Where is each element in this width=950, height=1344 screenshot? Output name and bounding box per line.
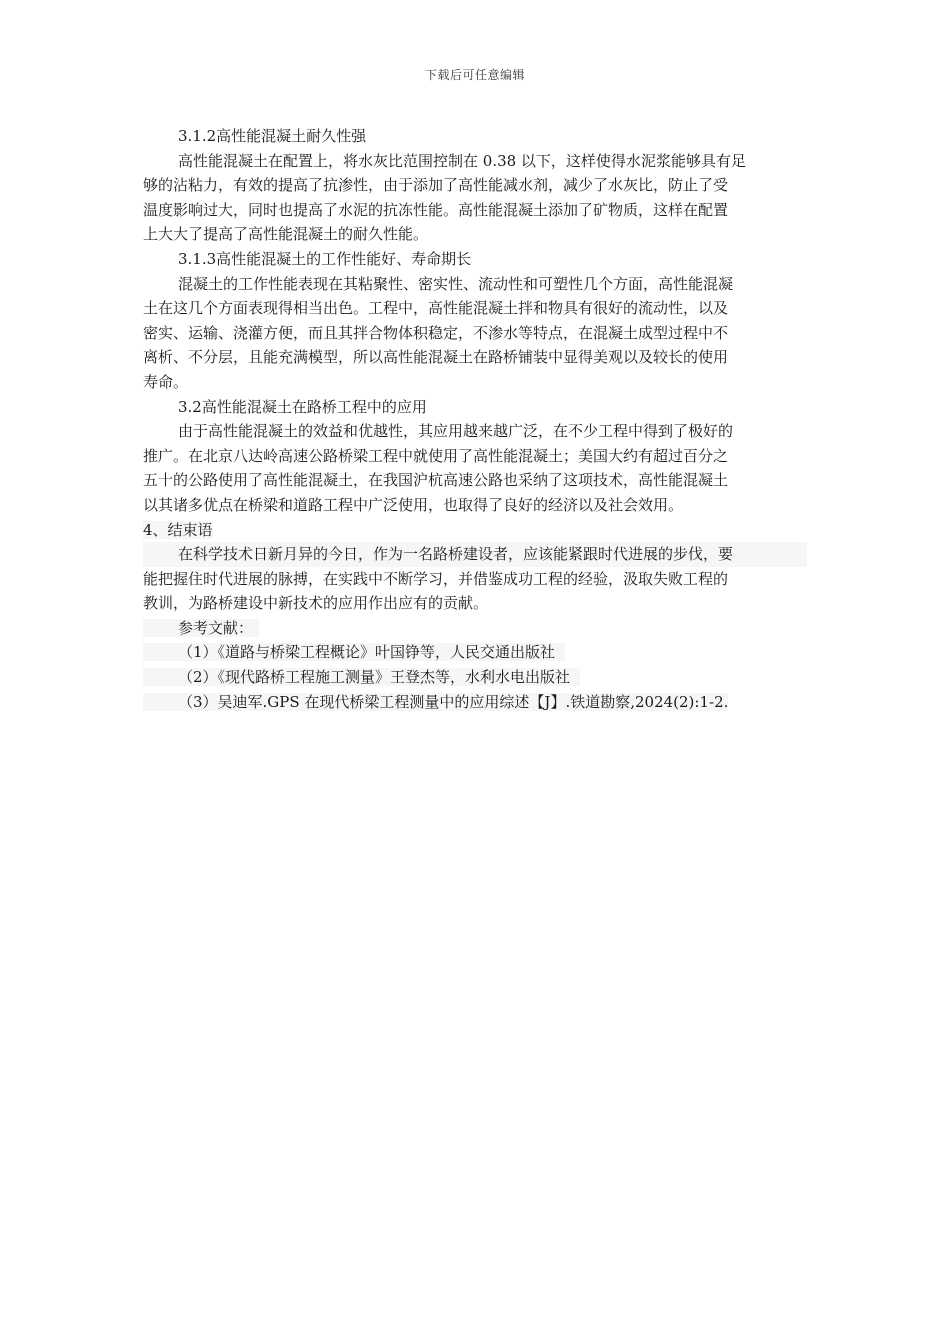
paragraph-line: 在科学技术日新月异的今日，作为一名路桥建设者，应该能紧跟时代进展的步伐，要 bbox=[143, 542, 807, 567]
reference-item-row bbox=[143, 665, 807, 690]
section-heading: 3.1.2高性能混凝土耐久性强 bbox=[178, 127, 367, 145]
paragraph-line: 高性能混凝土在配置上，将水灰比范围控制在 0.38 以下，这样使得水泥浆能够具有足 bbox=[178, 151, 746, 170]
paragraph-line: 以其诸多优点在桥梁和道路工程中广泛使用，也取得了良好的经济以及社会效用。 bbox=[143, 495, 684, 514]
paragraph-line: 离析、不分层，且能充满模型，所以高性能混凝土在路桥铺装中显得美观以及较长的使用 bbox=[143, 348, 729, 367]
page-header-note: 下载后可任意编辑 bbox=[424, 68, 525, 82]
paragraph-line: 由于高性能混凝土的效益和优越性，其应用越来越广泛，在不少工程中得到了极好的 bbox=[178, 422, 734, 441]
paragraph-line: 密实、运输、浇灌方便，而且其拌合物体积稳定，不渗水等特点，在混凝土成型过程中不 bbox=[143, 323, 729, 342]
reference-item-row bbox=[143, 640, 807, 665]
references-block bbox=[143, 616, 807, 714]
reference-item-row bbox=[143, 690, 807, 715]
paragraph-line: 土在这几个方面表现得相当出色。工程中，高性能混凝土拌和物具有很好的流动性，以及 bbox=[143, 299, 729, 318]
section-heading: 3.1.3高性能混凝土的工作性能好、寿命期长 bbox=[178, 249, 472, 268]
section-heading: 3.2高性能混凝土在路桥工程中的应用 bbox=[178, 397, 427, 416]
conclusion-heading bbox=[143, 518, 807, 543]
references-heading: 参考文献： bbox=[143, 619, 259, 637]
document-body bbox=[143, 124, 807, 714]
conclusion-heading-text: 4、结束语 bbox=[143, 520, 213, 539]
paragraph-line: 五十的公路使用了高性能混凝土，在我国沪杭高速公路也采纳了这项技术，高性能混凝土 bbox=[143, 471, 729, 490]
paragraph-line: 教训，为路桥建设中新技术的应用作出应有的贡献。 bbox=[143, 594, 489, 613]
paragraph-line: 混凝土的工作性能表现在其粘聚性、密实性、流动性和可塑性几个方面，高性能混凝 bbox=[178, 274, 734, 293]
paragraph-line: 温度影响过大，同时也提高了水泥的抗冻性能。高性能混凝土添加了矿物质，这样在配置 bbox=[143, 200, 729, 219]
reference-item: （1）《道路与桥梁工程概论》叶国铮等，人民交通出版社 bbox=[143, 643, 565, 661]
paragraph-line: 能把握住时代进展的脉搏，在实践中不断学习，并借鉴成功工程的经验，汲取失败工程的 bbox=[143, 569, 729, 588]
paragraph-line: 寿命。 bbox=[143, 372, 189, 391]
paragraph-line: 推广。在北京八达岭高速公路桥梁工程中就使用了高性能混凝土；美国大约有超过百分之 bbox=[143, 446, 729, 465]
paragraph-line: 上大大了提高了高性能混凝土的耐久性能。 bbox=[143, 225, 429, 244]
reference-item: （2）《现代路桥工程施工测量》王登杰等，水利水电出版社 bbox=[143, 668, 580, 686]
reference-item: （3）吴迪军.GPS 在现代桥梁工程测量中的应用综述【J】.铁道勘察,2024(2):1-2. bbox=[143, 693, 728, 711]
references-heading-row bbox=[143, 616, 807, 641]
paragraph-line: 够的沾粘力，有效的提高了抗渗性，由于添加了高性能减水剂，减少了水灰比，防止了受 bbox=[143, 176, 729, 195]
